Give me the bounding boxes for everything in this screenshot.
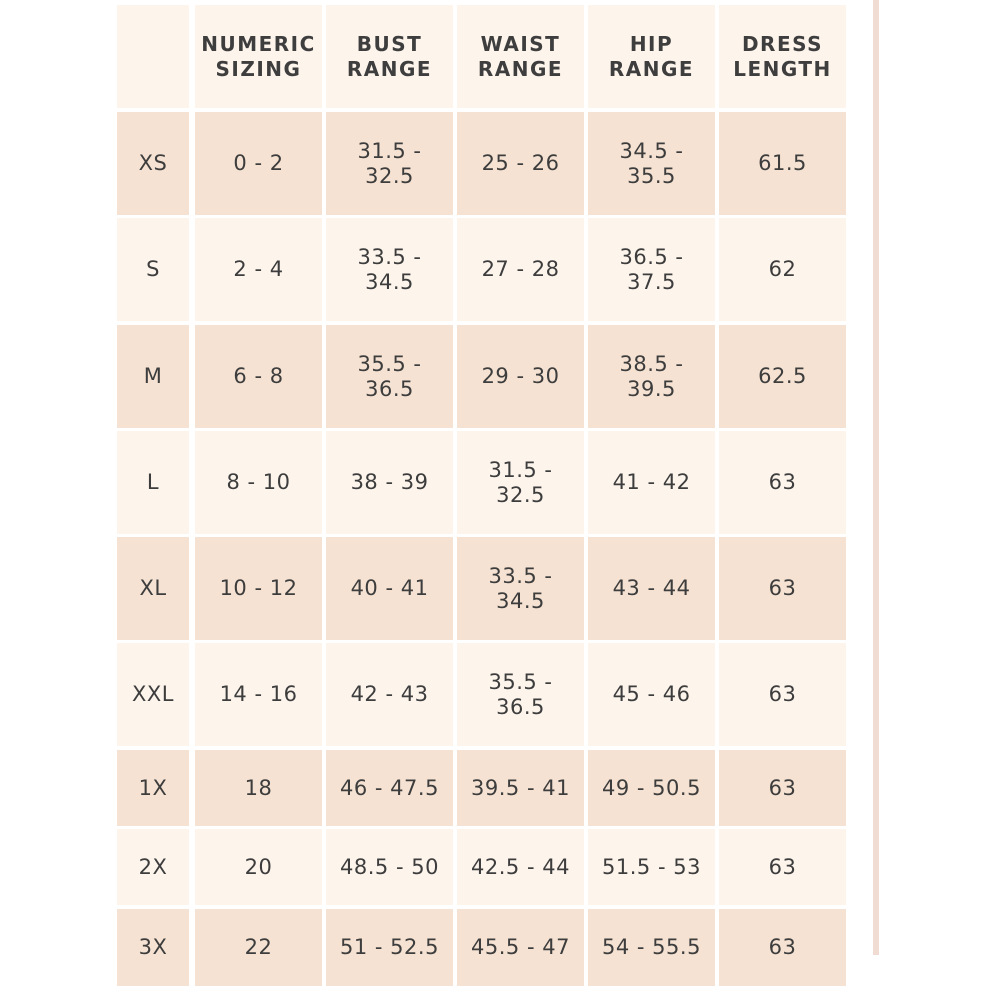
- cell-numeric-sizing: 0 - 2: [195, 112, 322, 215]
- cell-numeric-sizing: 8 - 10: [195, 431, 322, 534]
- cell-numeric-sizing: 20: [195, 829, 322, 905]
- header-blank: [117, 5, 189, 108]
- header-waist-range: WAIST RANGE: [457, 5, 584, 108]
- cell-dress-length: 61.5: [719, 112, 846, 215]
- cell-hip-range: 41 - 42: [588, 431, 715, 534]
- cell-dress-length: 63: [719, 829, 846, 905]
- cell-dress-length: 63: [719, 643, 846, 746]
- cell-numeric-sizing: 2 - 4: [195, 218, 322, 321]
- cell-bust-range: 33.5 - 34.5: [326, 218, 453, 321]
- cell-dress-length: 63: [719, 909, 846, 986]
- cell-waist-range: 45.5 - 47: [457, 909, 584, 986]
- cell-bust-range: 51 - 52.5: [326, 909, 453, 986]
- cell-bust-range: 42 - 43: [326, 643, 453, 746]
- cell-hip-range: 36.5 - 37.5: [588, 218, 715, 321]
- cell-hip-range: 54 - 55.5: [588, 909, 715, 986]
- header-hip-range: HIP RANGE: [588, 5, 715, 108]
- cell-numeric-sizing: 18: [195, 750, 322, 826]
- cell-bust-range: 40 - 41: [326, 537, 453, 640]
- cell-hip-range: 34.5 - 35.5: [588, 112, 715, 215]
- cell-bust-range: 46 - 47.5: [326, 750, 453, 826]
- cell-waist-range: 39.5 - 41: [457, 750, 584, 826]
- cell-hip-range: 49 - 50.5: [588, 750, 715, 826]
- cell-waist-range: 35.5 - 36.5: [457, 643, 584, 746]
- cell-waist-range: 25 - 26: [457, 112, 584, 215]
- cell-size: 1X: [117, 750, 189, 826]
- cell-size: XL: [117, 537, 189, 640]
- cell-numeric-sizing: 22: [195, 909, 322, 986]
- cell-bust-range: 35.5 - 36.5: [326, 325, 453, 428]
- cell-size: S: [117, 218, 189, 321]
- cell-waist-range: 33.5 - 34.5: [457, 537, 584, 640]
- cell-dress-length: 63: [719, 750, 846, 826]
- cell-size: 2X: [117, 829, 189, 905]
- cell-dress-length: 63: [719, 431, 846, 534]
- cell-dress-length: 62.5: [719, 325, 846, 428]
- cell-hip-range: 43 - 44: [588, 537, 715, 640]
- cell-hip-range: 51.5 - 53: [588, 829, 715, 905]
- cell-numeric-sizing: 10 - 12: [195, 537, 322, 640]
- cell-waist-range: 27 - 28: [457, 218, 584, 321]
- header-dress-length: DRESS LENGTH: [719, 5, 846, 108]
- decorative-side-line: [873, 0, 879, 955]
- cell-waist-range: 31.5 - 32.5: [457, 431, 584, 534]
- cell-numeric-sizing: 14 - 16: [195, 643, 322, 746]
- cell-size: XXL: [117, 643, 189, 746]
- cell-size: L: [117, 431, 189, 534]
- cell-size: XS: [117, 112, 189, 215]
- header-bust-range: BUST RANGE: [326, 5, 453, 108]
- cell-dress-length: 63: [719, 537, 846, 640]
- size-chart-table: [117, 5, 850, 990]
- cell-waist-range: 29 - 30: [457, 325, 584, 428]
- cell-bust-range: 38 - 39: [326, 431, 453, 534]
- cell-dress-length: 62: [719, 218, 846, 321]
- cell-size: M: [117, 325, 189, 428]
- cell-hip-range: 38.5 - 39.5: [588, 325, 715, 428]
- cell-bust-range: 31.5 - 32.5: [326, 112, 453, 215]
- cell-waist-range: 42.5 - 44: [457, 829, 584, 905]
- cell-numeric-sizing: 6 - 8: [195, 325, 322, 428]
- cell-bust-range: 48.5 - 50: [326, 829, 453, 905]
- cell-size: 3X: [117, 909, 189, 986]
- cell-hip-range: 45 - 46: [588, 643, 715, 746]
- header-numeric-sizing: NUMERIC SIZING: [195, 5, 322, 108]
